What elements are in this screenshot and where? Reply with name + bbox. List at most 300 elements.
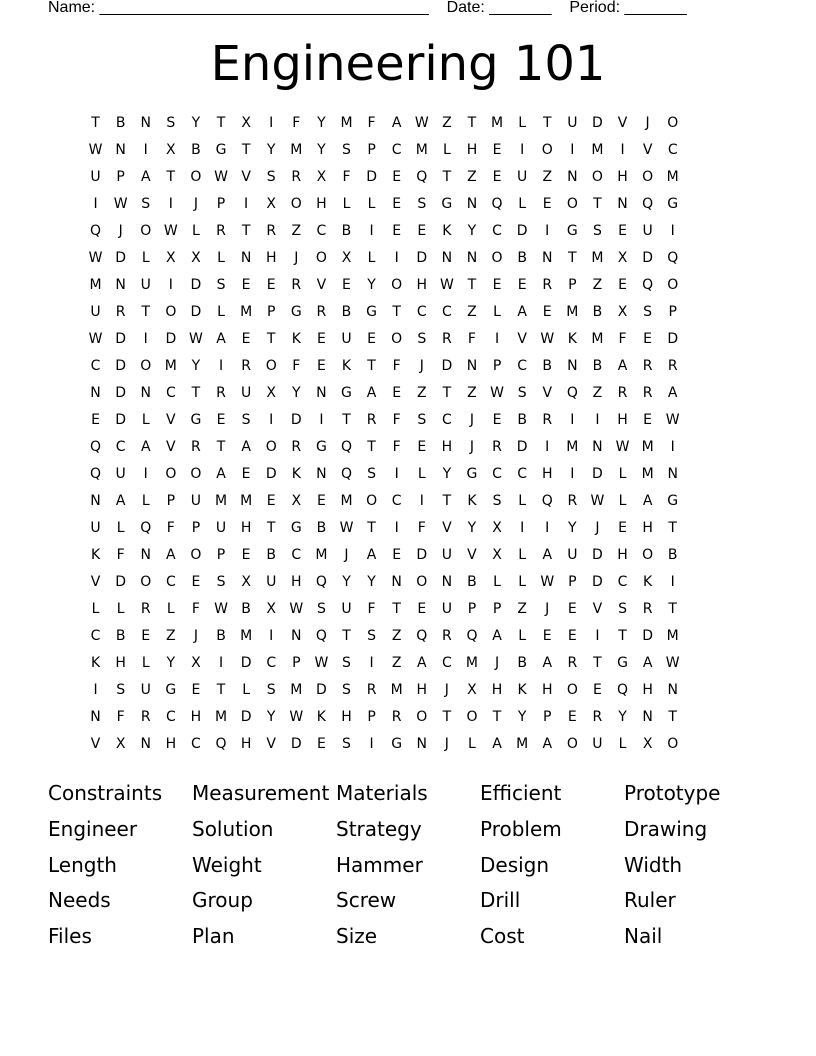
grid-letter[interactable]: L [493, 304, 501, 320]
grid-letter[interactable]: R [667, 358, 678, 374]
grid-letter[interactable]: R [115, 304, 126, 320]
grid-letter[interactable]: Z [542, 169, 553, 185]
grid-letter[interactable]: Y [317, 142, 326, 158]
grid-letter[interactable]: D [592, 574, 603, 590]
grid-letter[interactable]: M [214, 709, 228, 725]
grid-letter[interactable]: L [91, 601, 100, 617]
grid-letter[interactable]: A [542, 736, 553, 752]
grid-letter[interactable]: K [517, 682, 527, 698]
grid-letter[interactable]: P [191, 520, 201, 536]
grid-letter[interactable]: B [241, 601, 251, 617]
grid-letter[interactable]: W [665, 655, 680, 671]
grid-letter[interactable]: V [166, 439, 176, 455]
grid-letter[interactable]: Y [191, 115, 201, 131]
grid-letter[interactable]: J [545, 601, 550, 617]
grid-letter[interactable]: T [241, 142, 251, 158]
grid-letter[interactable]: L [518, 196, 527, 212]
grid-letter[interactable]: E [567, 601, 577, 617]
grid-letter[interactable]: I [369, 655, 374, 671]
grid-letter[interactable]: L [217, 304, 225, 320]
grid-letter[interactable]: Y [568, 520, 577, 536]
grid-letter[interactable]: O [642, 169, 654, 185]
grid-letter[interactable]: M [290, 142, 303, 158]
grid-letter[interactable]: B [115, 628, 126, 644]
grid-letter[interactable]: P [367, 709, 376, 725]
grid-letter[interactable]: C [165, 385, 176, 401]
grid-letter[interactable]: S [342, 682, 351, 698]
grid-letter[interactable]: E [492, 169, 502, 185]
grid-letter[interactable]: I [419, 493, 424, 509]
grid-letter[interactable]: J [645, 115, 650, 131]
grid-letter[interactable]: O [140, 358, 152, 374]
grid-letter[interactable]: A [492, 736, 502, 752]
grid-letter[interactable]: X [642, 736, 653, 752]
grid-letter[interactable]: S [216, 277, 226, 293]
grid-letter[interactable]: V [166, 412, 176, 428]
grid-letter[interactable]: I [244, 196, 249, 212]
grid-letter[interactable]: S [342, 736, 351, 752]
grid-letter[interactable]: H [341, 709, 352, 725]
grid-letter[interactable]: O [667, 277, 679, 293]
grid-letter[interactable]: U [567, 547, 578, 563]
grid-letter[interactable]: M [290, 682, 303, 698]
grid-letter[interactable]: U [90, 520, 101, 536]
grid-letter[interactable]: K [467, 493, 477, 509]
grid-letter[interactable]: I [570, 142, 575, 158]
grid-letter[interactable]: C [617, 574, 628, 590]
grid-letter[interactable]: U [140, 277, 151, 293]
grid-letter[interactable]: E [316, 736, 326, 752]
grid-letter[interactable]: U [266, 574, 277, 590]
grid-letter[interactable]: E [316, 493, 326, 509]
grid-letter[interactable]: U [115, 466, 126, 482]
grid-letter[interactable]: C [316, 223, 327, 239]
grid-letter[interactable]: G [290, 304, 302, 320]
grid-letter[interactable]: T [392, 601, 401, 617]
grid-letter[interactable]: X [341, 250, 352, 266]
grid-letter[interactable]: I [670, 439, 675, 455]
grid-letter[interactable]: U [341, 331, 352, 347]
grid-letter[interactable]: D [240, 709, 252, 725]
grid-letter[interactable]: N [667, 682, 678, 698]
grid-letter[interactable]: H [642, 520, 653, 536]
grid-letter[interactable]: I [369, 736, 374, 752]
grid-letter[interactable]: M [340, 115, 353, 131]
grid-letter[interactable]: R [542, 277, 553, 293]
grid-letter[interactable]: O [466, 709, 478, 725]
grid-letter[interactable]: S [417, 196, 427, 212]
grid-letter[interactable]: H [115, 655, 126, 671]
grid-letter[interactable]: L [116, 520, 125, 536]
grid-letter[interactable]: S [116, 682, 126, 698]
grid-letter[interactable]: T [266, 331, 276, 347]
grid-letter[interactable]: B [592, 304, 603, 320]
grid-letter[interactable]: F [367, 115, 376, 131]
grid-letter[interactable]: U [517, 169, 528, 185]
grid-letter[interactable]: N [441, 250, 453, 266]
grid-letter[interactable]: H [617, 412, 628, 428]
grid-letter[interactable]: N [441, 574, 453, 590]
grid-letter[interactable]: V [90, 574, 101, 590]
grid-letter[interactable]: W [439, 277, 454, 293]
grid-letter[interactable]: O [165, 304, 177, 320]
grid-letter[interactable]: M [666, 169, 679, 185]
grid-letter[interactable]: N [667, 466, 678, 482]
grid-letter[interactable]: J [294, 250, 299, 266]
grid-letter[interactable]: D [642, 628, 653, 644]
grid-letter[interactable]: K [90, 655, 101, 671]
grid-letter[interactable]: A [642, 493, 653, 509]
grid-letter[interactable]: Q [466, 628, 478, 644]
grid-letter[interactable]: V [592, 601, 603, 617]
grid-letter[interactable]: X [617, 250, 628, 266]
grid-letter[interactable]: C [191, 736, 201, 752]
grid-letter[interactable]: L [116, 601, 125, 617]
grid-letter[interactable]: V [90, 736, 101, 752]
grid-letter[interactable]: T [593, 196, 602, 212]
grid-letter[interactable]: E [266, 277, 276, 293]
grid-letter[interactable]: W [113, 196, 128, 212]
grid-letter[interactable]: T [367, 358, 376, 374]
grid-letter[interactable]: E [392, 169, 402, 185]
grid-letter[interactable]: O [591, 169, 603, 185]
grid-letter[interactable]: U [592, 736, 603, 752]
grid-letter[interactable]: T [442, 493, 452, 509]
grid-letter[interactable]: U [190, 493, 202, 509]
grid-letter[interactable]: N [316, 466, 327, 482]
grid-letter[interactable]: R [567, 655, 578, 671]
grid-letter[interactable]: L [192, 223, 200, 239]
grid-letter[interactable]: U [240, 385, 252, 401]
grid-letter[interactable]: X [266, 385, 276, 401]
grid-letter[interactable]: X [316, 169, 327, 185]
grid-letter[interactable]: D [316, 682, 327, 698]
grid-letter[interactable]: N [140, 547, 151, 563]
grid-letter[interactable]: S [517, 385, 527, 401]
grid-letter[interactable]: J [444, 682, 449, 698]
grid-letter[interactable]: F [116, 709, 125, 725]
grid-letter[interactable]: S [141, 196, 151, 212]
grid-letter[interactable]: D [592, 115, 603, 131]
grid-letter[interactable]: Q [416, 169, 428, 185]
grid-letter[interactable]: T [367, 439, 376, 455]
grid-letter[interactable]: K [90, 547, 101, 563]
grid-letter[interactable]: R [441, 331, 452, 347]
grid-letter[interactable]: Z [442, 115, 452, 131]
grid-letter[interactable]: L [518, 628, 527, 644]
grid-letter[interactable]: Q [491, 196, 503, 212]
grid-letter[interactable]: L [618, 736, 627, 752]
grid-letter[interactable]: D [115, 250, 127, 266]
grid-letter[interactable]: T [216, 682, 226, 698]
grid-letter[interactable]: J [469, 439, 475, 455]
grid-letter[interactable]: R [542, 412, 553, 428]
grid-letter[interactable]: V [467, 547, 477, 563]
grid-letter[interactable]: R [241, 358, 251, 374]
grid-letter[interactable]: E [542, 196, 552, 212]
grid-letter[interactable]: O [541, 142, 553, 158]
grid-letter[interactable]: T [492, 709, 502, 725]
grid-letter[interactable]: X [266, 196, 276, 212]
grid-letter[interactable]: H [642, 682, 653, 698]
grid-letter[interactable]: E [191, 682, 201, 698]
grid-letter[interactable]: L [141, 655, 150, 671]
grid-letter[interactable]: E [91, 412, 100, 428]
grid-letter[interactable]: Y [342, 574, 351, 590]
grid-letter[interactable]: A [542, 655, 553, 671]
grid-letter[interactable]: W [490, 385, 504, 401]
grid-letter[interactable]: C [441, 304, 452, 320]
grid-letter[interactable]: M [240, 304, 253, 320]
grid-letter[interactable]: Q [566, 385, 578, 401]
grid-letter[interactable]: A [542, 547, 553, 563]
grid-letter[interactable]: Q [642, 277, 654, 293]
grid-letter[interactable]: A [366, 547, 377, 563]
grid-letter[interactable]: M [566, 439, 579, 455]
grid-letter[interactable]: Z [517, 601, 527, 617]
grid-letter[interactable]: Z [166, 628, 176, 644]
grid-letter[interactable]: C [492, 223, 502, 239]
grid-letter[interactable]: F [618, 331, 627, 347]
grid-letter[interactable]: O [566, 736, 578, 752]
grid-letter[interactable]: U [441, 547, 452, 563]
grid-letter[interactable]: W [414, 115, 429, 131]
grid-letter[interactable]: O [190, 169, 202, 185]
grid-letter[interactable]: S [492, 493, 502, 509]
grid-letter[interactable]: E [392, 547, 402, 563]
grid-letter[interactable]: W [615, 439, 630, 455]
grid-letter[interactable]: L [342, 196, 351, 212]
grid-letter[interactable]: P [467, 601, 477, 617]
grid-letter[interactable]: Y [467, 520, 477, 536]
grid-letter[interactable]: C [416, 304, 427, 320]
grid-letter[interactable]: W [540, 574, 555, 590]
grid-letter[interactable]: C [90, 358, 101, 374]
grid-letter[interactable]: G [215, 142, 227, 158]
grid-letter[interactable]: C [165, 574, 176, 590]
grid-letter[interactable]: Y [191, 358, 201, 374]
grid-letter[interactable]: U [90, 304, 101, 320]
grid-letter[interactable]: S [618, 601, 627, 617]
grid-letter[interactable]: M [214, 493, 228, 509]
grid-letter[interactable]: E [316, 358, 326, 374]
grid-letter[interactable]: D [265, 466, 277, 482]
grid-letter[interactable]: R [291, 277, 302, 293]
grid-letter[interactable]: N [466, 250, 478, 266]
grid-letter[interactable]: J [193, 196, 198, 212]
grid-letter[interactable]: F [392, 412, 401, 428]
grid-letter[interactable]: P [568, 574, 577, 590]
grid-letter[interactable]: R [642, 601, 653, 617]
grid-letter[interactable]: O [265, 439, 277, 455]
grid-letter[interactable]: N [466, 196, 478, 212]
grid-letter[interactable]: T [367, 520, 376, 536]
grid-letter[interactable]: J [344, 547, 349, 563]
grid-letter[interactable]: I [394, 520, 399, 536]
grid-letter[interactable]: O [190, 466, 202, 482]
grid-letter[interactable]: D [290, 412, 302, 428]
grid-letter[interactable]: I [394, 466, 399, 482]
grid-letter[interactable]: E [241, 547, 251, 563]
grid-letter[interactable]: L [493, 574, 501, 590]
grid-letter[interactable]: E [392, 385, 402, 401]
grid-letter[interactable]: S [316, 601, 326, 617]
grid-letter[interactable]: M [641, 466, 654, 482]
grid-letter[interactable]: I [520, 142, 525, 158]
grid-letter[interactable]: T [241, 223, 251, 239]
grid-letter[interactable]: P [367, 142, 376, 158]
grid-letter[interactable]: O [290, 196, 302, 212]
grid-letter[interactable]: N [567, 358, 578, 374]
grid-letter[interactable]: F [392, 358, 401, 374]
grid-letter[interactable]: W [289, 709, 304, 725]
grid-letter[interactable]: O [265, 358, 277, 374]
grid-letter[interactable]: X [191, 250, 201, 266]
grid-letter[interactable]: T [668, 709, 677, 725]
grid-letter[interactable]: I [269, 412, 274, 428]
grid-letter[interactable]: S [342, 655, 351, 671]
grid-letter[interactable]: D [165, 331, 177, 347]
grid-letter[interactable]: E [517, 277, 527, 293]
grid-letter[interactable]: Y [266, 709, 276, 725]
grid-letter[interactable]: R [140, 709, 151, 725]
grid-letter[interactable]: N [140, 385, 151, 401]
grid-letter[interactable]: R [291, 169, 302, 185]
grid-letter[interactable]: T [442, 385, 452, 401]
grid-letter[interactable]: V [316, 277, 327, 293]
grid-letter[interactable]: Z [592, 277, 603, 293]
grid-letter[interactable]: W [214, 601, 228, 617]
grid-letter[interactable]: R [642, 358, 653, 374]
grid-letter[interactable]: M [240, 628, 253, 644]
grid-letter[interactable]: L [518, 493, 527, 509]
grid-letter[interactable]: R [216, 223, 226, 239]
grid-letter[interactable]: R [140, 601, 151, 617]
grid-letter[interactable]: E [417, 601, 427, 617]
grid-letter[interactable]: E [191, 574, 201, 590]
grid-letter[interactable]: Y [266, 142, 276, 158]
grid-letter[interactable]: N [642, 709, 653, 725]
grid-letter[interactable]: D [115, 331, 127, 347]
grid-letter[interactable]: Z [291, 223, 302, 239]
grid-letter[interactable]: R [216, 385, 226, 401]
grid-letter[interactable]: E [241, 331, 251, 347]
grid-letter[interactable]: S [417, 331, 427, 347]
grid-letter[interactable]: X [467, 682, 477, 698]
grid-letter[interactable]: V [266, 736, 276, 752]
grid-letter[interactable]: A [140, 169, 151, 185]
grid-letter[interactable]: T [618, 628, 627, 644]
grid-letter[interactable]: F [417, 520, 426, 536]
grid-letter[interactable]: J [193, 628, 198, 644]
grid-letter[interactable]: P [292, 655, 301, 671]
grid-letter[interactable]: Z [467, 169, 477, 185]
grid-letter[interactable]: H [165, 736, 177, 752]
grid-letter[interactable]: V [442, 520, 452, 536]
grid-letter[interactable]: E [316, 331, 326, 347]
grid-letter[interactable]: O [491, 250, 503, 266]
grid-letter[interactable]: T [668, 601, 677, 617]
grid-letter[interactable]: Q [90, 223, 102, 239]
grid-letter[interactable]: O [416, 709, 428, 725]
grid-letter[interactable]: I [319, 412, 324, 428]
grid-letter[interactable]: I [545, 520, 550, 536]
grid-letter[interactable]: Q [215, 736, 227, 752]
grid-letter[interactable]: T [91, 115, 100, 131]
grid-letter[interactable]: D [516, 439, 528, 455]
grid-letter[interactable]: H [541, 682, 553, 698]
grid-letter[interactable]: J [118, 223, 123, 239]
grid-letter[interactable]: O [165, 466, 177, 482]
grid-letter[interactable]: I [143, 142, 148, 158]
grid-letter[interactable]: C [441, 412, 452, 428]
grid-letter[interactable]: S [216, 574, 226, 590]
grid-letter[interactable]: A [492, 628, 502, 644]
grid-letter[interactable]: B [266, 547, 276, 563]
grid-letter[interactable]: N [115, 277, 126, 293]
grid-letter[interactable]: E [342, 277, 351, 293]
grid-letter[interactable]: B [216, 628, 226, 644]
grid-letter[interactable]: G [190, 412, 202, 428]
grid-letter[interactable]: R [642, 385, 653, 401]
grid-letter[interactable]: D [190, 277, 202, 293]
grid-letter[interactable]: R [266, 223, 277, 239]
grid-letter[interactable]: W [214, 169, 228, 185]
grid-letter[interactable]: I [670, 574, 675, 590]
grid-letter[interactable]: D [516, 223, 528, 239]
grid-letter[interactable]: G [165, 682, 177, 698]
grid-letter[interactable]: L [141, 493, 150, 509]
grid-letter[interactable]: G [667, 493, 679, 509]
grid-letter[interactable]: O [315, 250, 327, 266]
grid-letter[interactable]: I [394, 250, 399, 266]
grid-letter[interactable]: N [140, 115, 151, 131]
grid-letter[interactable]: H [265, 250, 277, 266]
grid-letter[interactable]: M [89, 277, 102, 293]
grid-letter[interactable]: G [441, 196, 453, 212]
grid-letter[interactable]: C [391, 142, 402, 158]
grid-letter[interactable]: Z [592, 385, 603, 401]
grid-letter[interactable]: H [466, 142, 478, 158]
grid-letter[interactable]: Y [367, 574, 376, 590]
grid-letter[interactable]: B [517, 250, 527, 266]
grid-letter[interactable]: J [595, 520, 600, 536]
grid-letter[interactable]: L [417, 466, 426, 482]
grid-letter[interactable]: R [191, 439, 201, 455]
grid-letter[interactable]: I [520, 520, 525, 536]
grid-letter[interactable]: C [517, 358, 528, 374]
grid-letter[interactable]: W [189, 331, 203, 347]
grid-letter[interactable]: Z [391, 655, 402, 671]
grid-letter[interactable]: R [316, 304, 327, 320]
grid-letter[interactable]: X [241, 574, 251, 590]
grid-letter[interactable]: Z [467, 304, 477, 320]
grid-letter[interactable]: E [618, 520, 627, 536]
grid-letter[interactable]: V [617, 115, 628, 131]
grid-letter[interactable]: G [566, 223, 578, 239]
grid-letter[interactable]: Q [642, 196, 654, 212]
grid-letter[interactable]: Z [416, 385, 427, 401]
grid-letter[interactable]: B [316, 520, 327, 536]
grid-letter[interactable]: W [590, 493, 605, 509]
grid-letter[interactable]: T [392, 304, 401, 320]
grid-letter[interactable]: R [617, 385, 628, 401]
grid-letter[interactable]: E [542, 628, 552, 644]
grid-letter[interactable]: B [592, 358, 603, 374]
grid-letter[interactable]: Y [618, 709, 627, 725]
grid-letter[interactable]: N [240, 250, 252, 266]
grid-letter[interactable]: T [342, 412, 351, 428]
